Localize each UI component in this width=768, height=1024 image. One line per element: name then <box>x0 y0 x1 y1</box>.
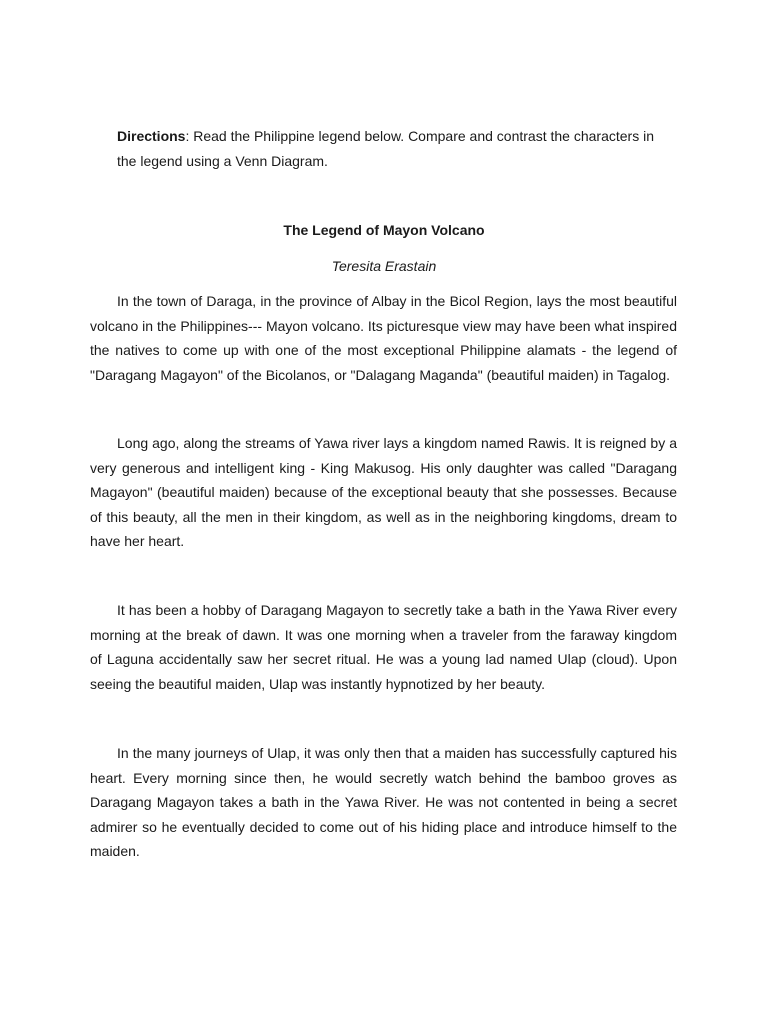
story-paragraph-1: In the town of Daraga, in the province of Albay in the Bicol Region, lays the most beautiful volcano in the Philippines--- Mayon volcano. Its picturesque view may have been what inspired the natives to come up with one of the most exceptional Philippine alamats - the legend of "Daragang Magayon" of the Bicolanos, or "Dalagang Maganda" (beautiful maiden) in Tagalog. <box>90 293 677 383</box>
story-paragraph-2: Long ago, along the streams of Yawa river lays a kingdom named Rawis. It is reigned by a very generous and intelligent king - King Makusog. His only daughter was called "Daragang Magayon" (beautiful maiden) because of the exceptional beauty that she possesses. Because of this beauty, all the men in their kingdom, as well as in the neighboring kingdoms, dream to have her heart. <box>90 435 677 549</box>
directions-text <box>117 124 677 174</box>
story-paragraph-3: It has been a hobby of Daragang Magayon to secretly take a bath in the Yawa River every morning at the break of dawn. It was one morning when a traveler from the faraway kingdom of Laguna accidentally saw her secret ritual. He was a young lad named Ulap (cloud). Upon seeing the beautiful maiden, Ulap was instantly hypnotized by her beauty. <box>90 602 677 692</box>
story-author: Teresita Erastain <box>331 258 437 274</box>
story-title: The Legend of Mayon Volcano <box>283 222 485 238</box>
story-paragraph-4: In the many journeys of Ulap, it was only then that a maiden has successfully captured his heart. Every morning since then, he would secretly watch behind the bamboo groves as Daragang Magayon takes a bath in the Yawa River. He was not contented in being a secret admirer so he eventually decided to come out of his hiding place and introduce himself to the maiden. <box>90 745 677 859</box>
directions-label: Directions <box>117 128 186 144</box>
directions-body: : Read the Philippine legend below. Compare and contrast the characters in the legend using a Venn Diagram. <box>117 128 654 169</box>
